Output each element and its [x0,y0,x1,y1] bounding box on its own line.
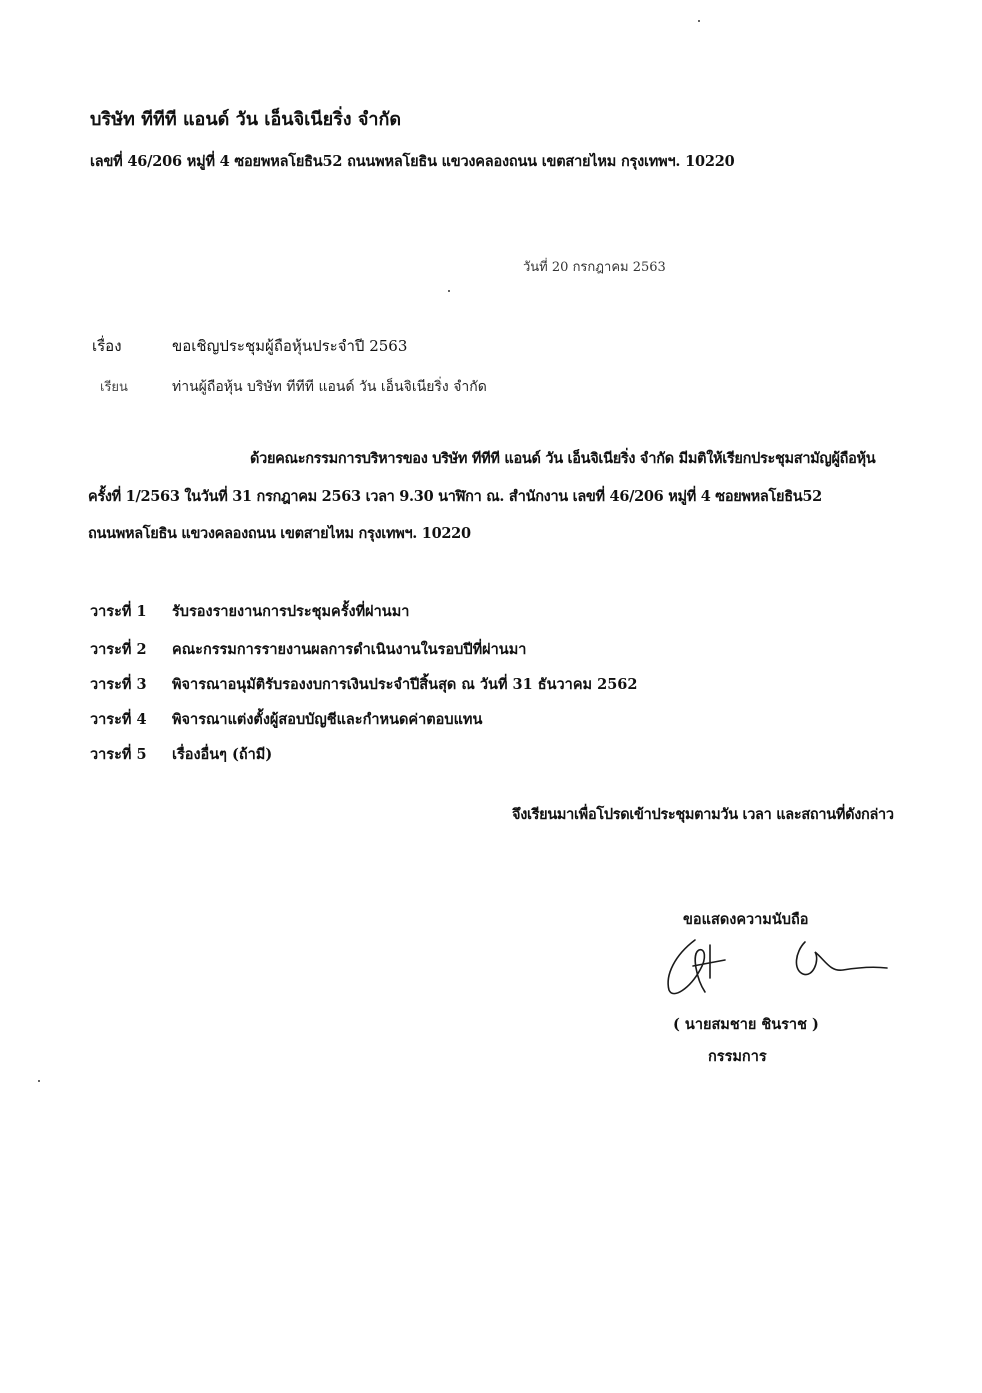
regards-text: ขอแสดงความนับถือ [683,911,809,928]
company-address: เลขที่ 46/206 หมู่ที่ 4 ซอยพหลโยธิน52 ถนนพหลโยธิน แขวงคลองถนน เขตสายไหม กรุงเทพฯ. 10220 [90,153,735,170]
scan-speck [38,1080,40,1082]
recipient-label: เรียน [100,380,128,395]
agenda-label-1: วาระที่ 1 [90,603,147,620]
company-name: บริษัท ทีทีที แอนด์ วัน เอ็นจิเนียริ่ง จำกัด [90,109,402,130]
recipient-text: ท่านผู้ถือหุ้น บริษัท ทีทีที แอนด์ วัน เอ็นจิเนียริ่ง จำกัด [172,379,487,395]
subject-text: ขอเชิญประชุมผู้ถือหุ้นประจำปี 2563 [172,337,408,355]
agenda-text-3: พิจารณาอนุมัติรับรองงบการเงินประจำปีสิ้นสุด ณ วันที่ 31 ธันวาคม 2562 [172,676,638,693]
signer-name: ( นายสมชาย ชินราช ) [673,1016,819,1033]
agenda-label-2: วาระที่ 2 [90,641,147,658]
scan-speck [698,20,700,22]
agenda-text-5: เรื่องอื่นๆ (ถ้ามี) [172,746,273,763]
body-line-3: ถนนพหลโยธิน แขวงคลองถนน เขตสายไหม กรุงเทพฯ. 10220 [88,525,471,542]
body-line-1: ด้วยคณะกรรมการบริหารของ บริษัท ทีทีที แอนด์ วัน เอ็นจิเนียริ่ง จำกัด มีมติให้เรียกประชุมสามัญผู้ถือหุ้น [250,450,876,467]
scan-speck [448,290,450,292]
agenda-label-4: วาระที่ 4 [90,711,147,728]
agenda-label-3: วาระที่ 3 [90,676,147,693]
agenda-label-5: วาระที่ 5 [90,746,147,763]
subject-label: เรื่อง [92,337,122,355]
agenda-text-1: รับรองรายงานการประชุมครั้งที่ผ่านมา [172,603,410,620]
letter-date: วันที่ 20 กรกฎาคม 2563 [523,260,666,275]
closing-line: จึงเรียนมาเพื่อโปรดเข้าประชุมตามวัน เวลา และสถานที่ดังกล่าว [512,806,894,823]
agenda-text-2: คณะกรรมการรายงานผลการดำเนินงานในรอบปีที่ผ่านมา [172,641,527,658]
signer-position: กรรมการ [708,1048,767,1065]
body-line-2: ครั้งที่ 1/2563 ในวันที่ 31 กรกฎาคม 2563 เวลา 9.30 นาฬิกา ณ. สำนักงาน เลขที่ 46/206 หมู่ที่ 4 ซอยพหลโยธิน52 [88,488,822,505]
agenda-text-4: พิจารณาแต่งตั้งผู้สอบบัญชีและกำหนดค่าตอบแทน [172,711,483,728]
signature-image [655,930,895,1010]
